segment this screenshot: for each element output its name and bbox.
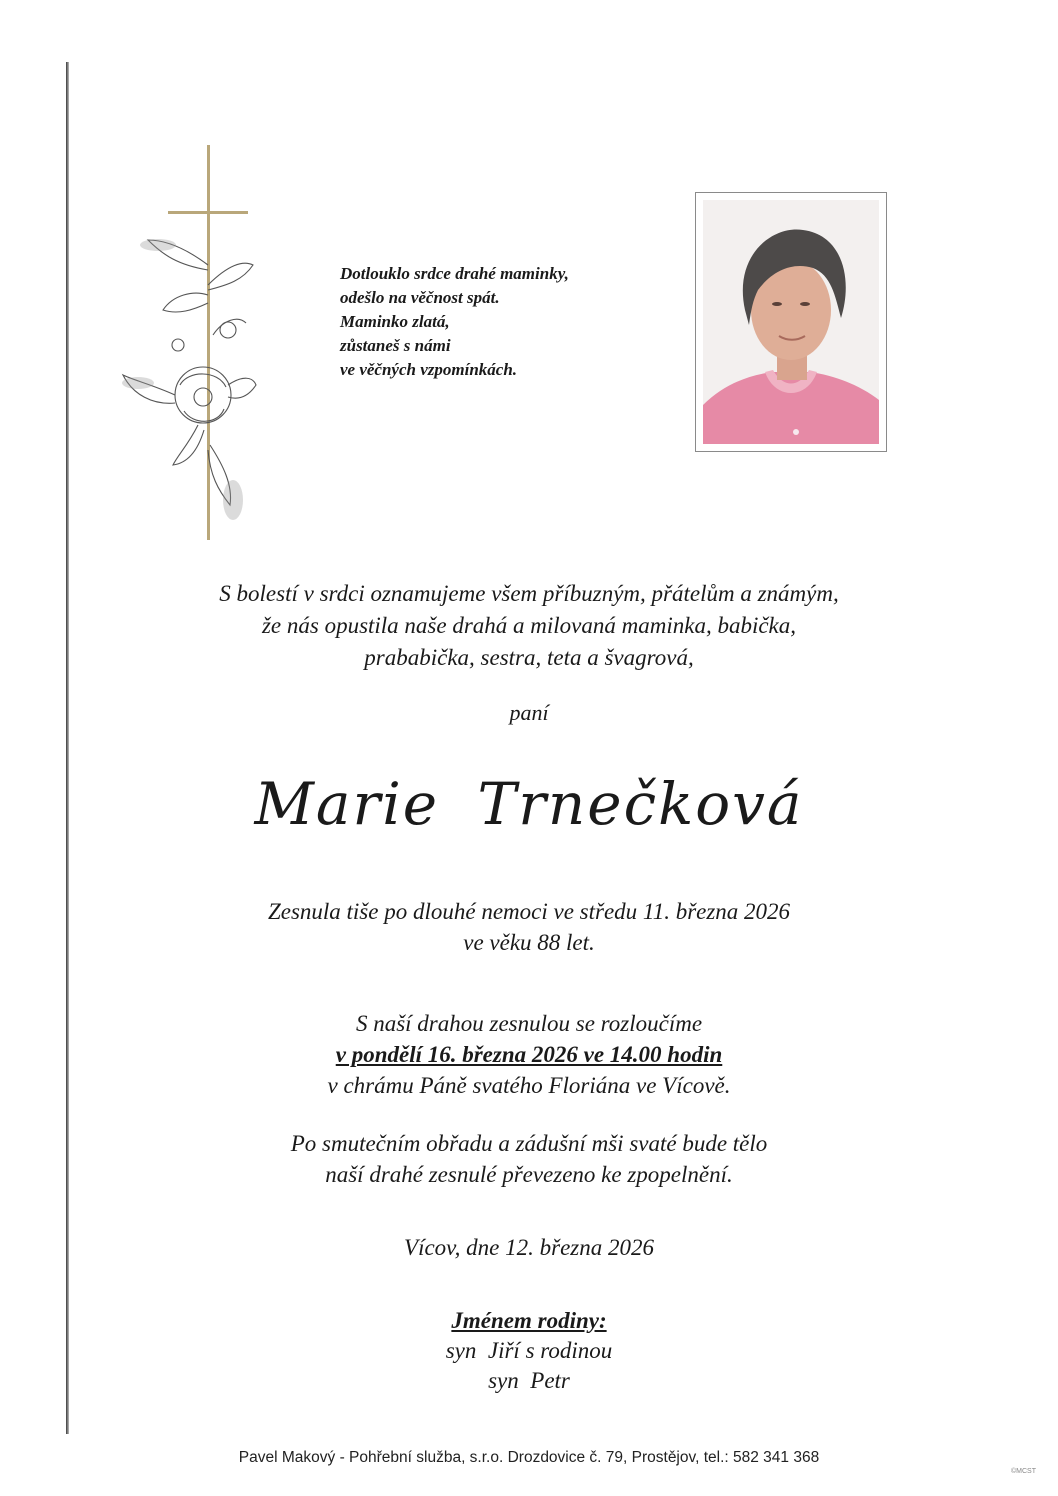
- cross-with-flowers-icon: [118, 145, 258, 555]
- farewell-location: v chrámu Páně svatého Floriána ve Vícově.: [327, 1073, 731, 1098]
- funeral-service-footer: Pavel Makový - Pohřební služba, s.r.o. Drozdovice č. 79, Prostějov, tel.: 582 341 368: [238, 1449, 820, 1466]
- announcement-line: S bolestí v srdci oznamujeme všem příbuzným, přátelům a známým,: [219, 581, 839, 606]
- place-and-date: Vícov, dne 12. března 2026: [404, 1235, 654, 1260]
- farewell-intro: S naší drahou zesnulou se rozloučíme: [355, 1011, 703, 1036]
- watermark: ©MCST: [1011, 1468, 1036, 1475]
- memorial-poem: [340, 262, 569, 382]
- deceased-last-name: Trnečková: [477, 770, 804, 838]
- poem-line: Dotlouklo srdce drahé maminky,: [340, 264, 569, 283]
- announcement-line: že nás opustila naše drahá a milovaná maminka, babička,: [261, 613, 797, 638]
- announcement-line: prababička, sestra, teta a švagrová,: [364, 645, 694, 670]
- deceased-name: [0, 770, 1058, 838]
- honorific: paní: [509, 700, 549, 725]
- farewell-datetime: v pondělí 16. března 2026 ve 14.00 hodin: [335, 1042, 723, 1067]
- death-line: ve věku 88 let.: [463, 930, 595, 955]
- poem-line: odešlo na věčnost spát.: [340, 288, 500, 307]
- poem-line: zůstaneš s námi: [340, 336, 451, 355]
- farewell-info: [0, 1008, 1058, 1101]
- family-title: Jménem rodiny:: [451, 1308, 607, 1333]
- ceremony-line: naší drahé zesnulé převezeno ke zpopelnění.: [325, 1162, 733, 1187]
- death-line: Zesnula tiše po dlouhé nemoci ve středu 11. března 2026: [267, 899, 791, 924]
- poem-line: ve věčných vzpomínkách.: [340, 360, 518, 379]
- portrait-photo: [703, 200, 879, 444]
- poem-line: Maminko zlatá,: [340, 312, 450, 331]
- death-info: [0, 896, 1058, 958]
- portrait-photo-frame: [695, 192, 887, 452]
- family-signature: [0, 1306, 1058, 1396]
- ceremony-line: Po smutečním obřadu a zádušní mši svaté bude tělo: [290, 1131, 768, 1156]
- family-member: syn Petr: [488, 1368, 570, 1393]
- family-member: syn Jiří s rodinou: [445, 1338, 613, 1363]
- deceased-first-name: Marie: [254, 770, 440, 838]
- announcement-text: [0, 578, 1058, 674]
- page-margin-line: [66, 62, 69, 1434]
- ceremony-info: [0, 1128, 1058, 1190]
